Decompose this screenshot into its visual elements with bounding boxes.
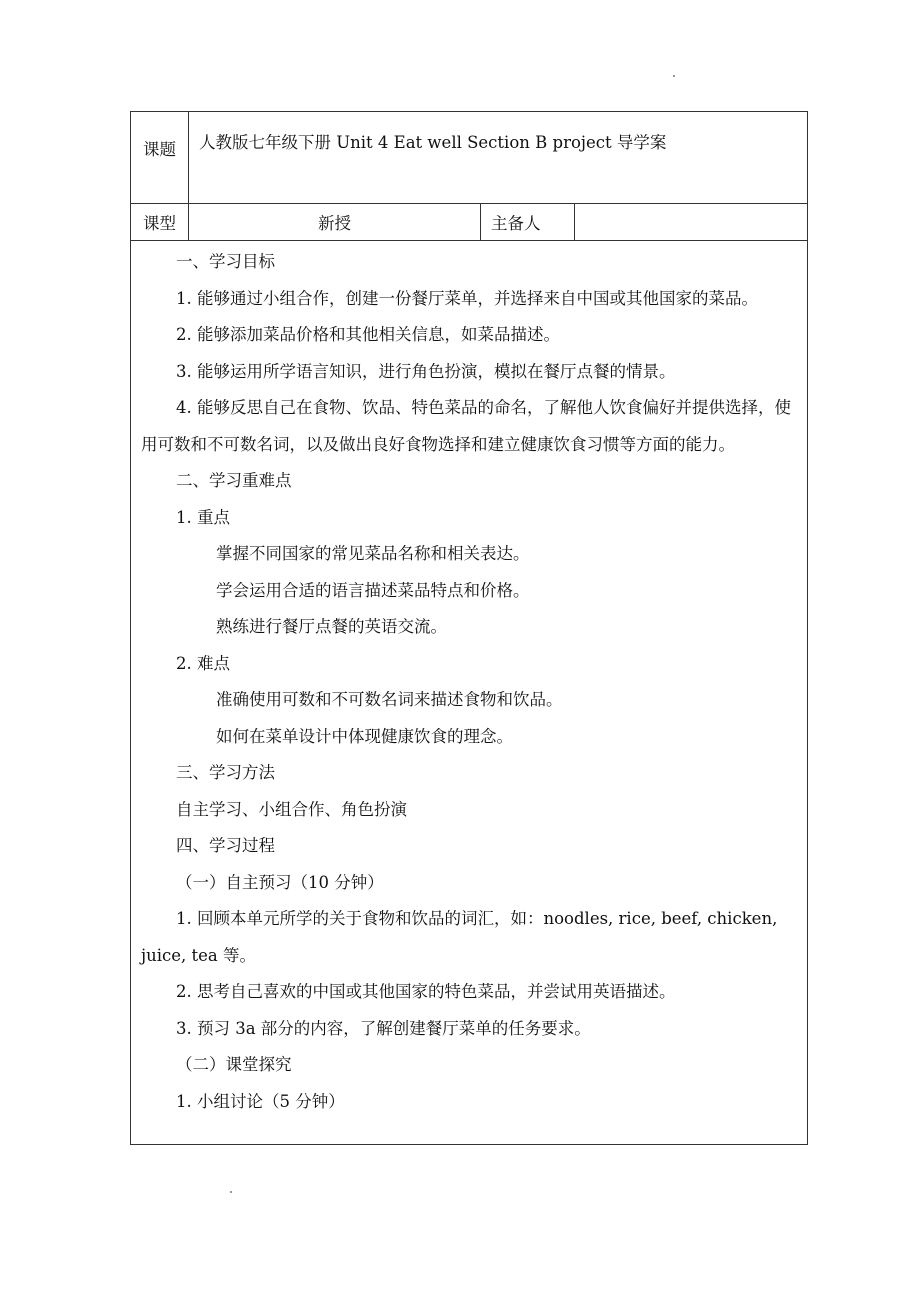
lead-label: 主备人: [481, 204, 575, 241]
type-row: [131, 204, 808, 241]
topic-value: 人教版七年级下册 Unit 4 Eat well Section B project 导学案: [189, 112, 808, 204]
subsection-heading: 2. 难点: [176, 653, 230, 673]
objective-item: 4. 能够反思自己在食物、饮品、特色菜品的命名，了解他人饮食偏好并提供选择，使用可数和不可数名词，以及做出良好食物选择和建立健康饮食习惯等方面的能力。: [141, 398, 791, 454]
part-heading: （二）课堂探究: [176, 1055, 292, 1074]
type-value: 新授: [189, 204, 481, 241]
page-mark-dot: [230, 1191, 232, 1193]
topic-row: [131, 112, 808, 204]
content-row: [131, 241, 808, 1145]
subsection-heading: 1. 重点: [176, 507, 230, 527]
process-item: 2. 思考自己喜欢的中国或其他国家的特色菜品，并尝试用英语描述。: [176, 982, 676, 1001]
section-heading: 二、学习重难点: [176, 471, 292, 490]
lead-value: [575, 204, 808, 241]
objective-item: 2. 能够添加菜品价格和其他相关信息，如菜品描述。: [176, 325, 560, 344]
process-item: 1. 小组讨论（5 分钟）: [176, 1091, 345, 1111]
method-text: 自主学习、小组合作、角色扮演: [176, 799, 407, 819]
objective-item: 1. 能够通过小组合作，创建一份餐厅菜单，并选择来自中国或其他国家的菜品。: [176, 288, 758, 308]
section-heading: 四、学习过程: [176, 836, 275, 855]
content-cell: [131, 241, 808, 1145]
process-item: 1. 回顾本单元所学的关于食物和饮品的词汇，如：noodles, rice, beef, chicken, juice, tea 等。: [141, 909, 778, 965]
key-point: 学会运用合适的语言描述菜品特点和价格。: [216, 580, 530, 600]
page-mark-dot: [673, 75, 675, 77]
section-heading: 三、学习方法: [176, 763, 275, 782]
section-heading: 一、学习目标: [176, 252, 275, 271]
difficult-point: 如何在菜单设计中体现健康饮食的理念。: [216, 726, 513, 746]
key-point: 掌握不同国家的常见菜品名称和相关表达。: [216, 544, 530, 563]
topic-label: 课题: [131, 112, 189, 204]
lesson-plan-table: [130, 111, 808, 1145]
difficult-point: 准确使用可数和不可数名词来描述食物和饮品。: [216, 690, 563, 709]
process-item: 3. 预习 3a 部分的内容，了解创建餐厅菜单的任务要求。: [176, 1018, 591, 1038]
part-heading: （一）自主预习（10 分钟）: [176, 872, 384, 892]
key-point: 熟练进行餐厅点餐的英语交流。: [216, 617, 447, 636]
type-label: 课型: [131, 204, 189, 241]
objective-item: 3. 能够运用所学语言知识，进行角色扮演，模拟在餐厅点餐的情景。: [176, 361, 676, 381]
